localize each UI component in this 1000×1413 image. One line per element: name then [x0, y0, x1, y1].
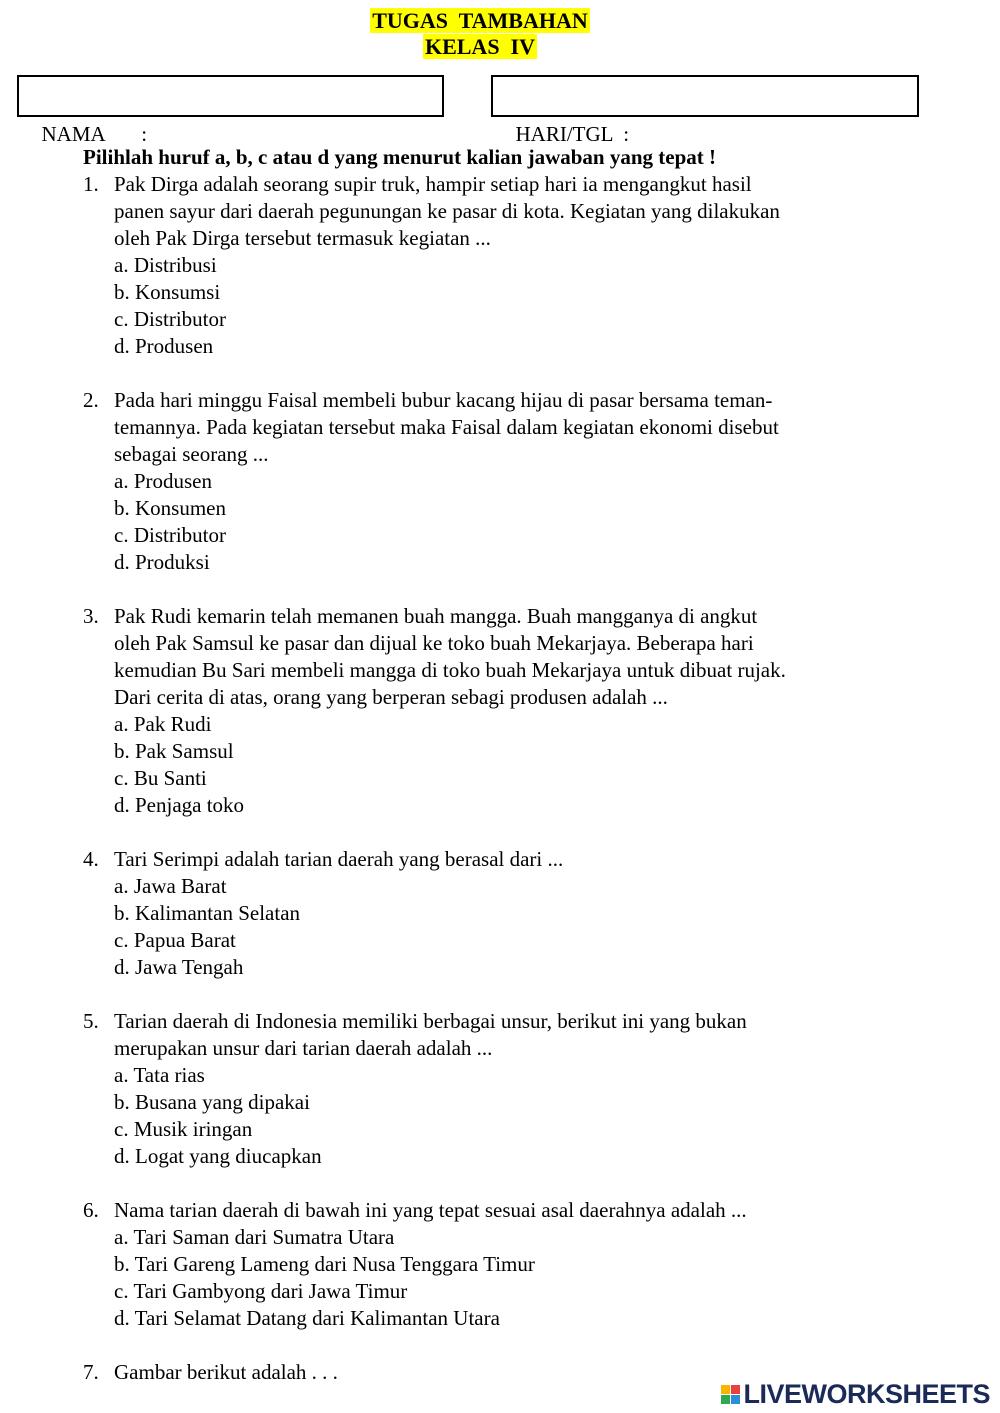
answer-option-d[interactable]: d. Produksi: [114, 550, 210, 574]
answer-option-b[interactable]: b. Konsumen: [114, 496, 226, 520]
question-stem: [83, 846, 883, 873]
answer-option-a[interactable]: a. Distribusi: [114, 253, 217, 277]
date-field-label: HARI/TGL :: [515, 122, 630, 146]
logo-square: [731, 1385, 740, 1394]
answer-option-c[interactable]: c. Musik iringan: [114, 1117, 253, 1141]
question-text-line: Pak Rudi kemarin telah memanen buah mangga. Buah mangganya di angkut: [114, 604, 758, 628]
question-number: 4.: [83, 847, 99, 871]
question-text-line: Gambar berikut adalah . . .: [114, 1360, 338, 1384]
answer-option-a[interactable]: a. Jawa Barat: [114, 874, 227, 898]
question-4: [83, 846, 883, 981]
question-text-line: oleh Pak Dirga tersebut termasuk kegiatan ...: [114, 226, 491, 250]
date-field[interactable]: [491, 75, 919, 146]
question-stem: [83, 171, 883, 252]
answer-option-a[interactable]: a. Tari Saman dari Sumatra Utara: [114, 1225, 395, 1249]
question-number: 6.: [83, 1198, 99, 1222]
answer-options: [83, 873, 883, 981]
answer-option-c[interactable]: c. Tari Gambyong dari Jawa Timur: [114, 1279, 408, 1303]
question-text: [114, 1197, 883, 1224]
answer-option-a[interactable]: a. Tata rias: [114, 1063, 205, 1087]
worksheet-class: [0, 34, 960, 60]
question-number: 2.: [83, 388, 99, 412]
answer-option-b[interactable]: b. Busana yang dipakai: [114, 1090, 310, 1114]
logo-square: [721, 1395, 730, 1404]
question-text: [114, 171, 883, 252]
question-number: 3.: [83, 604, 99, 628]
question-number: 1.: [83, 172, 99, 196]
question-text-line: kemudian Bu Sari membeli mangga di toko buah Mekarjaya untuk dibuat rujak.: [114, 658, 786, 682]
answer-options: [83, 1224, 883, 1332]
question-text-line: temannya. Pada kegiatan tersebut maka Faisal dalam kegiatan ekonomi disebut: [114, 415, 779, 439]
answer-options: [83, 252, 883, 360]
liveworksheets-logo: [721, 1378, 990, 1410]
answer-option-c[interactable]: c. Distributor: [114, 523, 226, 547]
question-list: [83, 171, 883, 1413]
question-6: [83, 1197, 883, 1332]
answer-options: [83, 1062, 883, 1170]
logo-square: [721, 1385, 730, 1394]
question-text-line: Pak Dirga adalah seorang supir truk, hampir setiap hari ia mengangkut hasil: [114, 172, 752, 196]
question-stem: [83, 603, 883, 711]
instruction-text: Pilihlah huruf a, b, c atau d yang menurut kalian jawaban yang tepat !: [83, 145, 717, 169]
answer-option-b[interactable]: b. Konsumsi: [114, 280, 221, 304]
answer-option-c[interactable]: c. Bu Santi: [114, 766, 207, 790]
question-number: 7.: [83, 1360, 99, 1384]
question-stem: [83, 1197, 883, 1224]
question-text-line: Nama tarian daerah di bawah ini yang tepat sesuai asal daerahnya adalah ...: [114, 1198, 747, 1222]
answer-options: [83, 468, 883, 576]
question-stem: [83, 387, 883, 468]
answer-option-b[interactable]: b. Pak Samsul: [114, 739, 234, 763]
question-text: [114, 603, 883, 711]
answer-option-c[interactable]: c. Papua Barat: [114, 928, 236, 952]
answer-option-d[interactable]: d. Jawa Tengah: [114, 955, 244, 979]
question-text-line: Dari cerita di atas, orang yang berperan sebagi produsen adalah ...: [114, 685, 668, 709]
question-text: [114, 846, 883, 873]
answer-option-b[interactable]: b. Tari Gareng Lameng dari Nusa Tenggara Timur: [114, 1252, 535, 1276]
question-number: 5.: [83, 1009, 99, 1033]
answer-option-c[interactable]: c. Distributor: [114, 307, 226, 331]
logo-square: [731, 1395, 740, 1404]
worksheet-title: [0, 8, 960, 34]
answer-option-d[interactable]: d. Produsen: [114, 334, 214, 358]
name-field-label: NAMA :: [41, 122, 148, 146]
answer-option-a[interactable]: a. Produsen: [114, 469, 212, 493]
question-stem: [83, 1008, 883, 1062]
question-text-line: Tarian daerah di Indonesia memiliki berbagai unsur, berikut ini yang bukan: [114, 1009, 747, 1033]
question-text-line: Pada hari minggu Faisal membeli bubur kacang hijau di pasar bersama teman-: [114, 388, 773, 412]
question-2: [83, 387, 883, 576]
question-1: [83, 171, 883, 360]
liveworksheets-logo-text: LIVEWORKSHEETS: [743, 1378, 990, 1409]
question-text-line: Tari Serimpi adalah tarian daerah yang berasal dari ...: [114, 847, 564, 871]
answer-option-a[interactable]: a. Pak Rudi: [114, 712, 212, 736]
question-text-line: oleh Pak Samsul ke pasar dan dijual ke toko buah Mekarjaya. Beberapa hari: [114, 631, 754, 655]
answer-options: [83, 711, 883, 819]
worksheet-title-text: TUGAS TAMBAHAN: [372, 8, 588, 33]
question-text-line: merupakan unsur dari tarian daerah adalah ...: [114, 1036, 493, 1060]
question-text-line: panen sayur dari daerah pegunungan ke pasar di kota. Kegiatan yang dilakukan: [114, 199, 780, 223]
question-3: [83, 603, 883, 819]
question-text-line: sebagai seorang ...: [114, 442, 269, 466]
worksheet-class-text: KELAS IV: [424, 34, 536, 59]
liveworksheets-logo-icon: [721, 1385, 740, 1404]
question-text: [114, 1008, 883, 1062]
answer-option-d[interactable]: d. Logat yang diucapkan: [114, 1144, 322, 1168]
name-field[interactable]: [17, 75, 444, 146]
answer-option-d[interactable]: d. Tari Selamat Datang dari Kalimantan Utara: [114, 1306, 500, 1330]
answer-option-b[interactable]: b. Kalimantan Selatan: [114, 901, 301, 925]
question-text: [114, 387, 883, 468]
question-5: [83, 1008, 883, 1170]
answer-option-d[interactable]: d. Penjaga toko: [114, 793, 245, 817]
